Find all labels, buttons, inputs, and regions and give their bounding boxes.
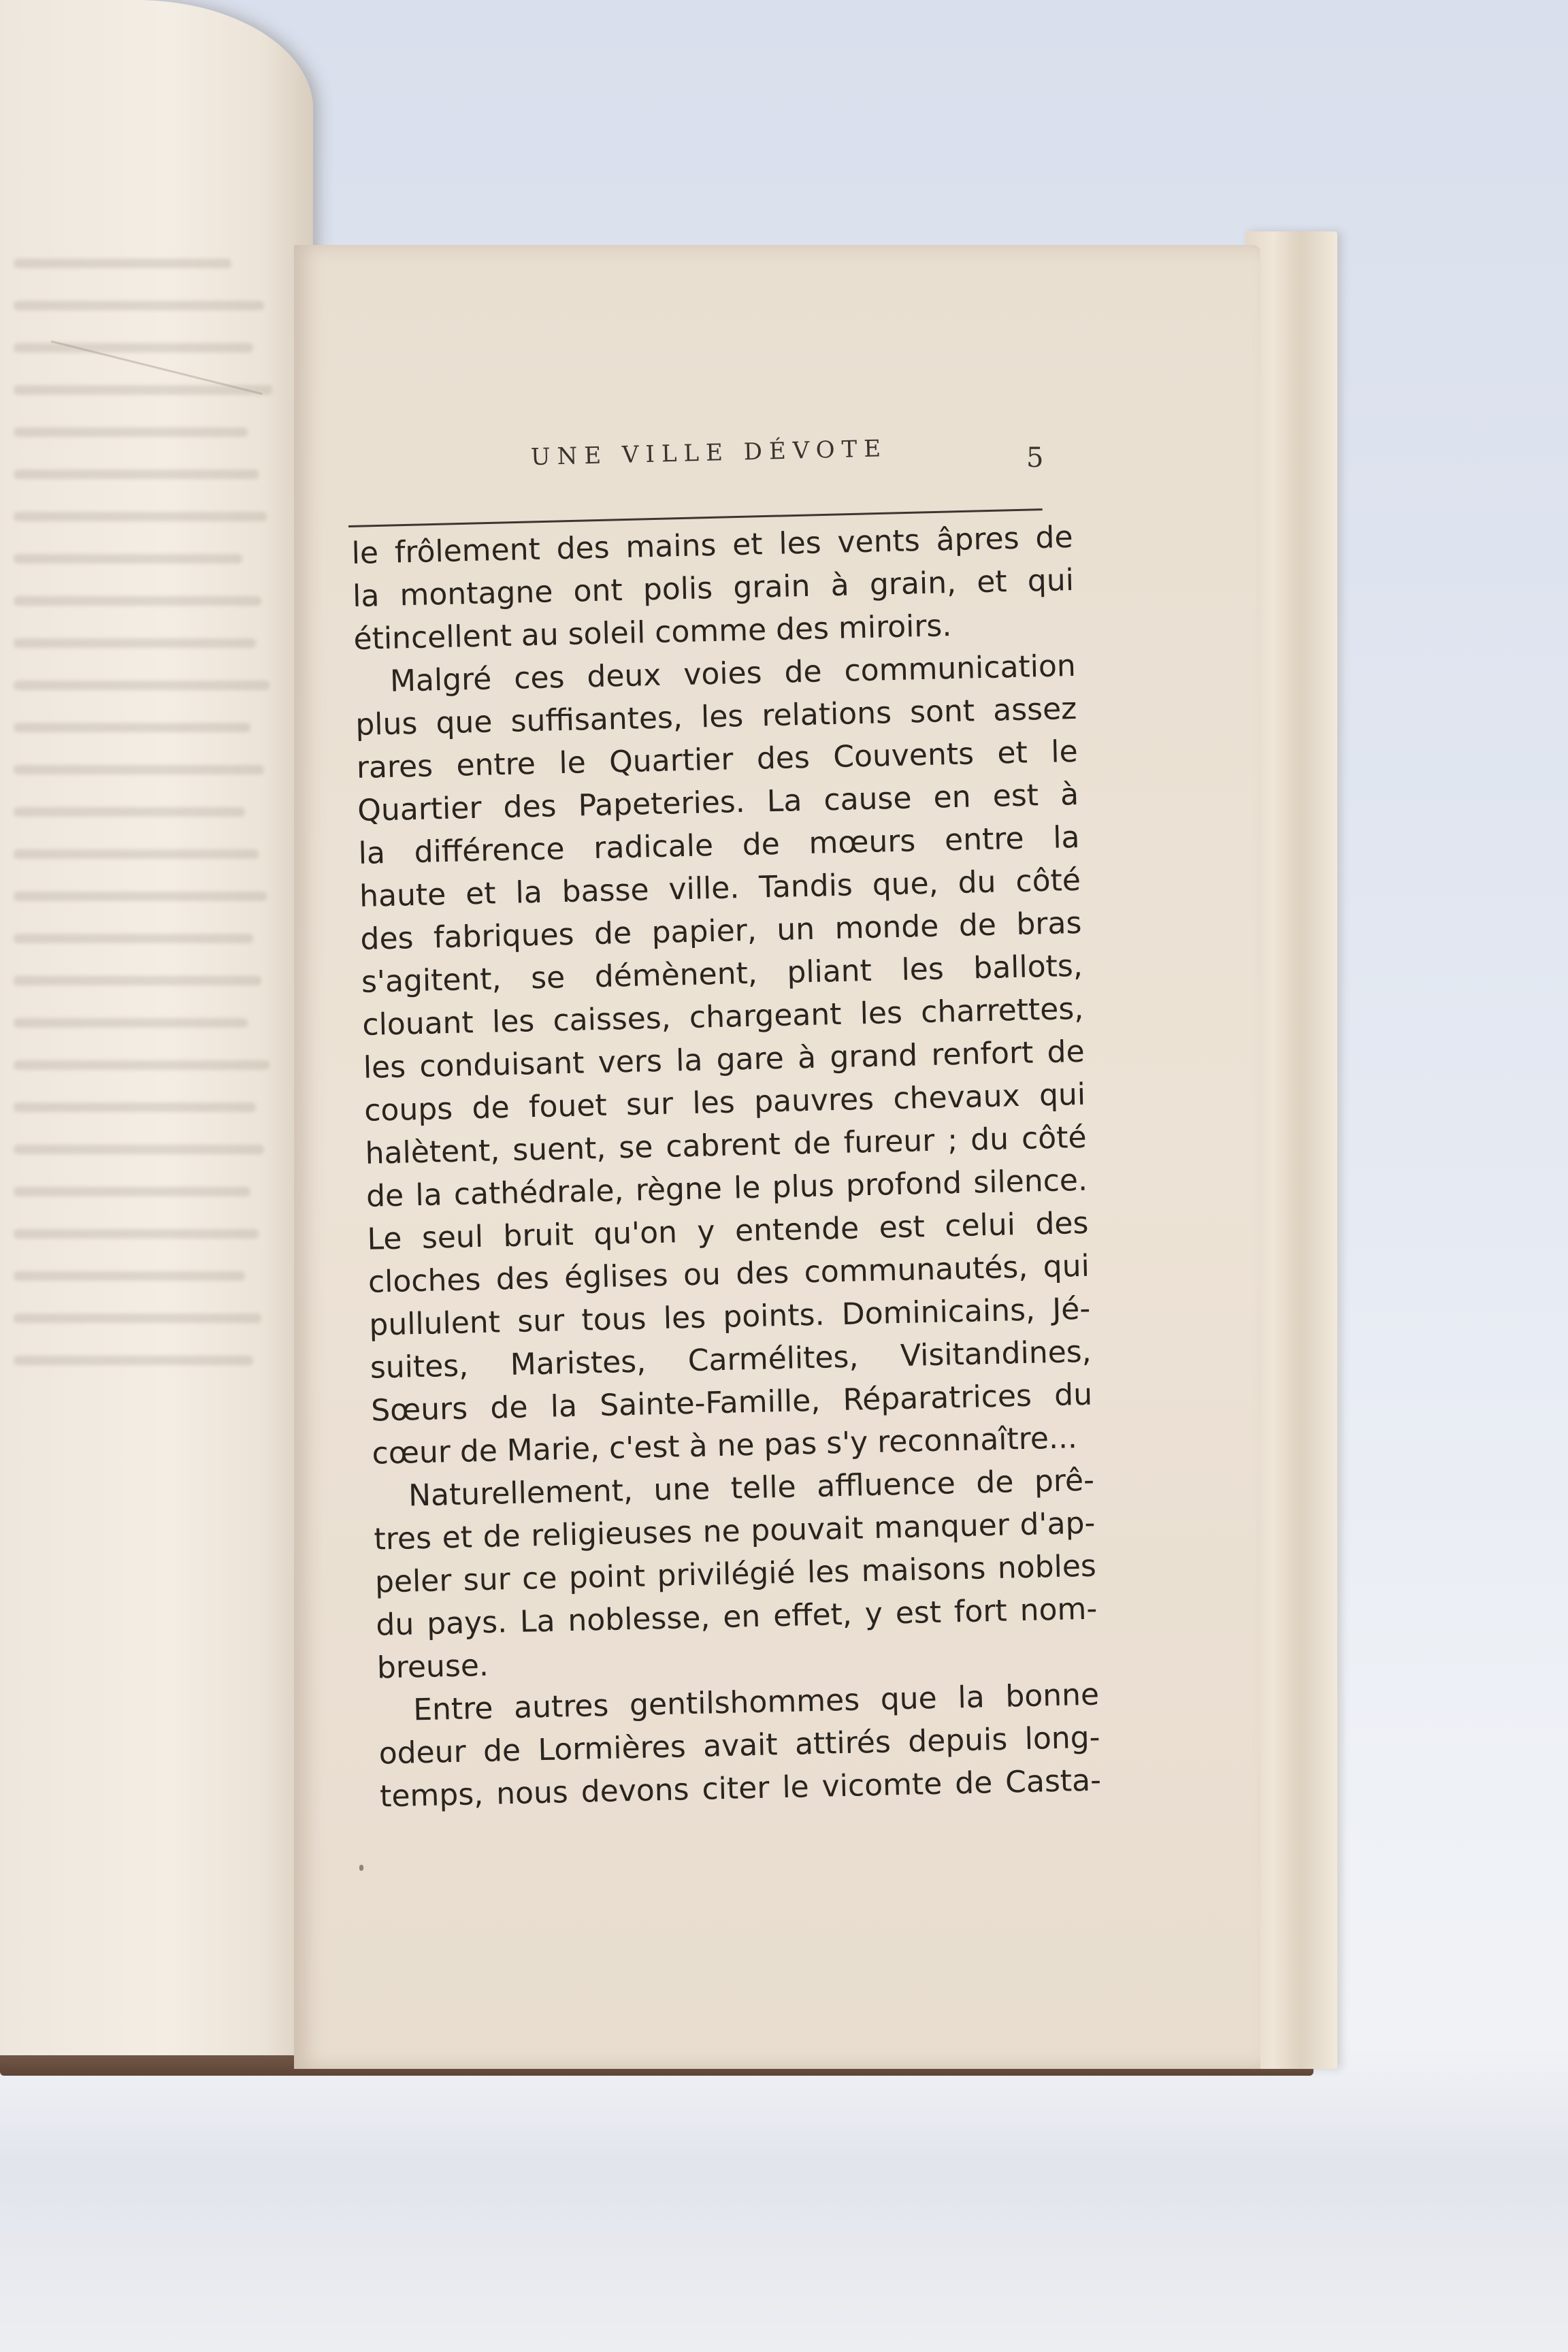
text-line: odeur de Lormières avait attirés depuis long- (378, 1720, 1101, 1771)
text-line: temps, nous devons citer le vicomte de Casta- (379, 1763, 1102, 1814)
page-number: 5 (1026, 442, 1044, 474)
text-line: la montagne ont polis grain à grain, et qui (352, 562, 1075, 614)
text-line: cloches des églises ou des communautés, qui (368, 1248, 1090, 1300)
table-surface (0, 2042, 1568, 2352)
left-page-blurred-text (14, 259, 286, 1824)
text-line: de la cathédrale, règne le plus profond silence. (365, 1162, 1088, 1214)
text-line: halètent, suent, se cabrent de fureur ; du côté (365, 1120, 1088, 1171)
left-page-curved (0, 0, 313, 2055)
text-line: tres et de religieuses ne pouvait manquer d'ap- (374, 1505, 1096, 1557)
text-line: Malgré ces deux voies de communication (389, 648, 1077, 699)
text-line: Sœurs de la Sainte-Famille, Réparatrices du (370, 1377, 1093, 1428)
running-head: UNE VILLE DÉVOTE (530, 435, 888, 471)
text-line: s'agitent, se démènent, pliant les ballots, (361, 948, 1083, 1000)
text-line: des fabriques de papier, un monde de bras (359, 905, 1082, 957)
text-line: breuse. (376, 1648, 489, 1686)
text-line: clouant les caisses, chargeant les charrettes, (361, 991, 1084, 1043)
text-line: Entre autres gentilshommes que la bonne (412, 1677, 1100, 1728)
text-line: Naturellement, une telle affluence de prê- (408, 1463, 1095, 1514)
text-line: le frôlement des mains et les vents âpres de (351, 519, 1074, 571)
text-line: coups de fouet sur les pauvres chevaux qui (363, 1077, 1086, 1128)
text-line: rares entre le Quartier des Couvents et le (356, 734, 1079, 785)
text-line: suites, Maristes, Carmélites, Visitandines, (370, 1334, 1092, 1386)
text-line: plus que suffisantes, les relations sont assez (355, 691, 1077, 742)
text-line: les conduisant vers la gare à grand renfort de (363, 1034, 1085, 1085)
text-line: Le seul bruit qu'on y entende est celui des (367, 1205, 1089, 1257)
text-line: étincellent au soleil comme des miroirs. (353, 608, 952, 657)
text-line: Quartier des Papeteries. La cause en est à (357, 777, 1079, 828)
text-line: peler sur ce point privilégié les maisons nobles (374, 1548, 1097, 1600)
text-line: cœur de Marie, c'est à ne pas s'y reconnaître... (372, 1420, 1078, 1471)
text-line: pullulent sur tous les points. Dominicains, Jé- (368, 1291, 1091, 1343)
text-line: la différence radicale de mœurs entre la (358, 819, 1081, 871)
text-line: du pays. La noblesse, en effet, y est fort nom- (375, 1591, 1098, 1643)
paper-speck (359, 1865, 363, 1871)
text-line: haute et la basse ville. Tandis que, du côté (359, 862, 1081, 914)
body-text (351, 516, 1102, 1818)
